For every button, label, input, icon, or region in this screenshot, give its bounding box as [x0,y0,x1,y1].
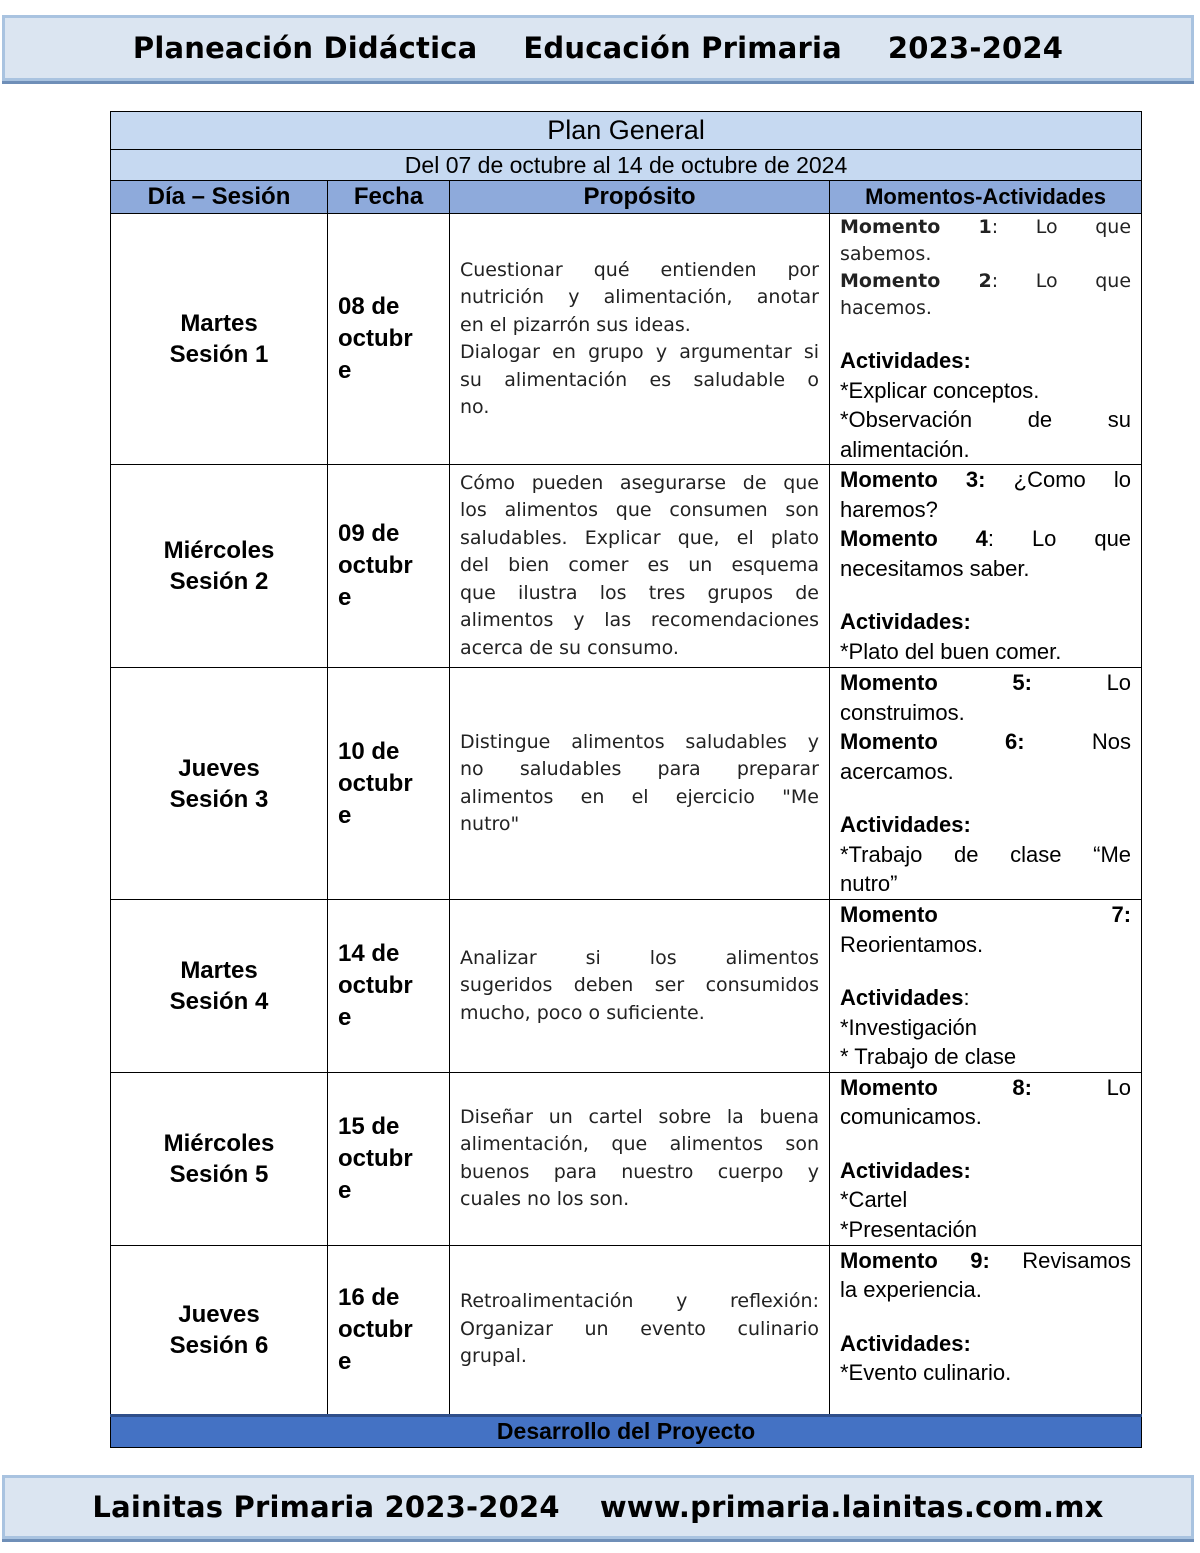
date-line: e [338,1003,352,1031]
header-banner [2,15,1194,81]
purpose-line: buenos para nuestro cuerpo y [460,1160,819,1183]
date-line: 15 de [338,1112,400,1140]
purpose-line: mucho, poco o suficiente. [460,1001,705,1024]
activities-label: Actividades [840,985,964,1010]
table-row [111,465,1142,668]
day-name: Miércoles [163,537,275,564]
purpose-line: Retroalimentación y reflexión: [460,1290,819,1313]
session-name: Sesión 2 [169,568,269,595]
purpose-line: Analizar si los alimentos [460,946,819,969]
activity-item: * Trabajo de clase [840,1044,1017,1069]
date-line: octubr [338,971,413,999]
moment-text: Nos [1024,729,1132,754]
moment-cont: la experiencia. [840,1277,982,1302]
moment-cont: construimos. [840,699,965,725]
date-line: e [338,584,352,611]
col-header-moments: Momentos-Actividades [830,181,1142,214]
activity-item: nutro” [840,871,898,896]
date-cell [328,1072,450,1245]
purpose-line: cuales no los son. [460,1188,630,1210]
purpose-line: sugeridos deben ser consumidos [460,974,819,996]
table-row [111,1245,1142,1415]
table-footer: Desarrollo del Proyecto [111,1415,1142,1447]
activity-item: alimentación. [840,436,970,462]
day-cell [111,900,328,1073]
moment-cont: hacemos. [840,297,932,319]
session-name: Sesión 6 [169,1331,269,1359]
purpose-line: que ilustra los tres grupos de [460,581,819,604]
day-cell [111,668,328,900]
activities-label: Actividades: [840,1157,971,1183]
date-line: octubr [338,325,413,352]
moment-cont: Reorientamos. [840,931,984,957]
table-row [111,214,1142,465]
purpose-line: nutro" [460,813,520,835]
moment-label: Momento 7: [840,902,1132,927]
purpose-line: grupal. [460,1345,527,1368]
footer-url: www.primaria.lainitas.com.mx [599,1490,1104,1524]
day-cell [111,214,328,465]
table-row [111,900,1142,1073]
purpose-line: Cuestionar qué entienden por [460,258,819,281]
table-row [111,668,1142,900]
purpose-line: su alimentación es saludable o [460,368,819,391]
purpose-cell [450,900,830,1073]
moments-cell [830,214,1142,465]
session-name: Sesión 5 [169,1160,269,1188]
col-header-date: Fecha [328,181,450,214]
purpose-line: alimentos en el ejercicio "Me [460,785,819,808]
purpose-line: acerca de su consumo. [460,636,679,659]
purpose-line: alimentación, que alimentos son [460,1133,819,1155]
purpose-line: no saludables para preparar [460,758,819,780]
date-line: e [338,357,352,384]
date-line: e [338,1347,352,1375]
moment-text: Lo [1031,670,1132,695]
moment-label: Momento 2 [840,270,992,292]
day-cell [111,465,328,668]
moment-label: Momento 4 [840,526,988,551]
header-cycle: 2023-2024 [887,31,1064,65]
date-line: 14 de [338,939,400,967]
moment-label: Momento 1 [840,216,992,238]
date-line: e [338,801,352,829]
moments-cell [830,668,1142,900]
table-row [111,1072,1142,1245]
activity-item: *Explicar conceptos. [840,377,1040,403]
moment-text: ¿Como lo [985,467,1132,492]
purpose-line: nutrición y alimentación, anotar [460,286,819,308]
session-name: Sesión 1 [169,341,269,368]
purpose-line: Distingue alimentos saludables y [460,730,819,753]
moment-label: Momento 6: [840,729,1025,754]
date-cell [328,668,450,900]
day-name: Martes [180,956,258,984]
activity-item: *Trabajo de clase “Me [840,841,1132,867]
moment-cont: haremos? [840,496,938,522]
activity-item: *Evento culinario. [840,1360,1012,1385]
day-name: Jueves [178,1300,260,1328]
moments-cell [830,465,1142,668]
session-name: Sesión 4 [169,987,269,1015]
activity-item: *Presentación [840,1216,977,1242]
date-cell [328,1245,450,1415]
purpose-line: Diseñar un cartel sobre la buena [460,1105,819,1128]
moment-cont: comunicamos. [840,1104,982,1129]
date-line: e [338,1176,352,1204]
purpose-line: alimentos y las recomendaciones [460,609,819,632]
date-line: octubr [338,552,413,579]
moment-cont: sabemos. [840,243,932,265]
col-header-purpose: Propósito [450,181,830,214]
moment-label: Momento 9: [840,1247,990,1273]
moment-text: : Lo que [987,526,1132,551]
moments-cell [830,1245,1142,1415]
moment-text: Revisamos [989,1247,1132,1273]
activities-label: Actividades: [840,812,971,837]
purpose-line: Organizar un evento culinario [460,1317,819,1340]
date-line: 10 de [338,737,400,765]
purpose-line: Dialogar en grupo y argumentar si [460,341,819,363]
day-cell [111,1072,328,1245]
col-header-day: Día – Sesión [111,181,328,214]
date-line: 16 de [338,1283,400,1311]
header-level: Educación Primaria [523,31,842,65]
date-cell [328,900,450,1073]
footer-banner [2,1475,1194,1539]
activity-item: *Investigación [840,1014,977,1040]
plan-table [110,111,1142,1448]
activity-item: *Plato del buen comer. [840,638,1062,664]
moment-label: Momento 3: [840,467,986,492]
footer-brand: Lainitas Primaria 2023-2024 [92,1490,560,1524]
day-name: Martes [180,310,258,337]
activities-label: Actividades: [840,609,971,634]
moments-cell [830,1072,1142,1245]
date-cell [328,465,450,668]
moments-cell: Momento 7: Reorientamos. Actividades: *Investigación * Trabajo de clase [830,900,1142,1073]
session-name: Sesión 3 [169,785,269,813]
day-name: Jueves [178,754,260,782]
date-line: octubr [338,1315,413,1343]
activity-item: *Cartel [840,1187,908,1212]
moment-cont: acercamos. [840,758,954,784]
purpose-line: en el pizarrón sus ideas. [460,313,691,336]
activity-item: *Observación de su [840,407,1132,432]
date-cell [328,214,450,465]
moment-label: Momento 5: [840,670,1032,695]
purpose-line: Cómo pueden asegurarse de que [460,471,819,494]
purpose-line: los alimentos que consumen son [460,499,819,522]
activities-label: Actividades: [840,1330,971,1356]
purpose-cell [450,1072,830,1245]
purpose-cell [450,465,830,668]
moment-cont: necesitamos saber. [840,555,1030,581]
date-line: octubr [338,1144,413,1172]
purpose-line: saludables. Explicar que, el plato [460,526,819,549]
purpose-cell [450,1245,830,1415]
day-name: Miércoles [163,1129,275,1157]
purpose-line: no. [460,396,490,418]
table-title: Plan General [111,112,1142,150]
date-line: octubr [338,769,413,797]
header-title: Planeación Didáctica [132,31,478,65]
table-date-range: Del 07 de octubre al 14 de octubre de 2024 [111,150,1142,181]
date-line: 08 de [338,293,400,320]
purpose-cell [450,668,830,900]
date-line: 09 de [338,520,400,547]
moment-text: : Lo que [991,216,1132,238]
activities-label: Actividades: [840,348,971,373]
moment-label: Momento 8: [840,1074,1032,1100]
moment-text: : Lo que [991,270,1132,292]
purpose-cell [450,214,830,465]
purpose-line: del bien comer es un esquema [460,554,819,577]
day-cell [111,1245,328,1415]
moment-text: Lo [1031,1074,1132,1100]
